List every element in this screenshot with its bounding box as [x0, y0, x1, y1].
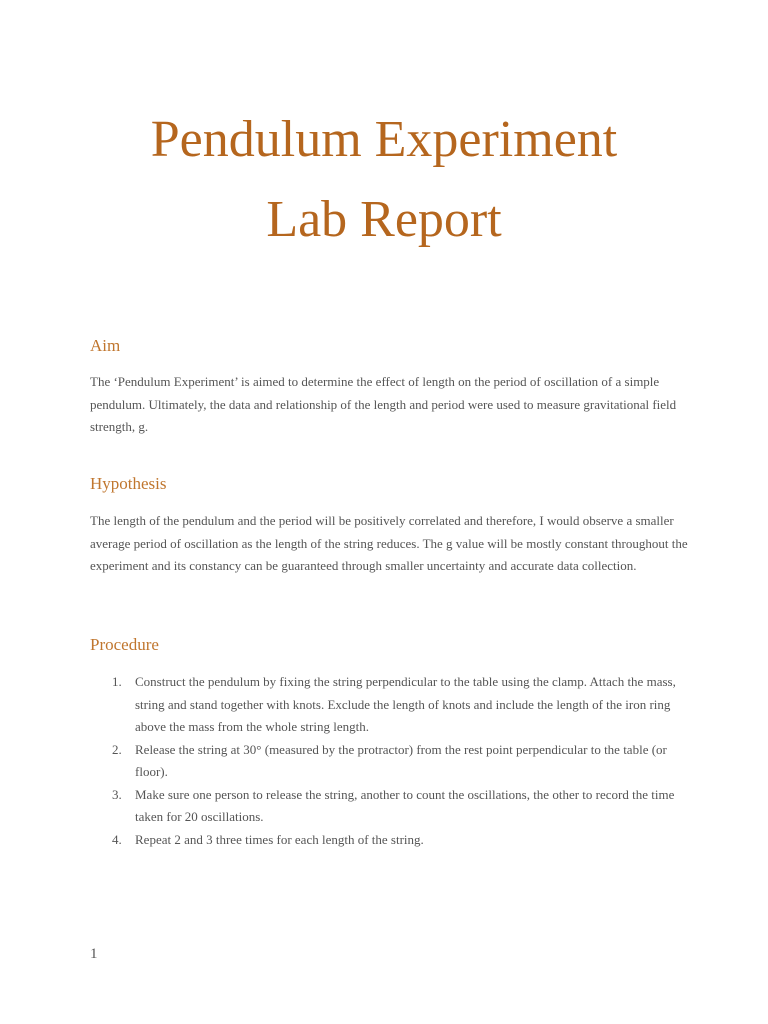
- step-text: Construct the pendulum by fixing the string perpendicular to the table using the clamp. Attach the mass, string and stand together with knots. Exclude the length of knots and include the length of the iron ring above the mass from the whole string length.: [135, 674, 676, 734]
- procedure-list: [108, 671, 688, 851]
- hypothesis-paragraph: The length of the pendulum and the period will be positively correlated and therefore, I would observe a smaller average period of oscillation as the length of the string reduces. The g value will be mostly constant throughout the experiment and its constancy can be guaranteed through smaller uncertainty and accurate data collection.: [90, 513, 688, 573]
- aim-paragraph: The ‘Pendulum Experiment’ is aimed to determine the effect of length on the period of oscillation of a simple pendulum. Ultimately, the data and relationship of the length and period were used to measure gravitational field strength, g.: [90, 374, 677, 434]
- report-title-line-1: Pendulum Experiment: [150, 111, 618, 168]
- procedure-heading: Procedure: [90, 635, 159, 654]
- report-title-line-2: Lab Report: [266, 191, 502, 248]
- aim-heading: Aim: [90, 336, 121, 355]
- step-number: 1.: [112, 674, 122, 689]
- step-number: 3.: [112, 786, 122, 802]
- procedure-step: [108, 739, 688, 784]
- step-number: 4.: [112, 831, 122, 847]
- step-text: Release the string at 30° (measured by the protractor) from the rest point perpendicular to the table (or floor).: [135, 741, 667, 779]
- procedure-step: [108, 784, 688, 829]
- procedure-step: [108, 671, 688, 739]
- page-number: 1: [90, 946, 98, 962]
- step-text: Make sure one person to release the string, another to count the oscillations, the other to record the time taken for 20 oscillations.: [135, 786, 675, 824]
- step-number: 2.: [112, 741, 122, 757]
- hypothesis-heading: Hypothesis: [90, 474, 167, 493]
- procedure-step: [108, 829, 688, 852]
- step-text: Repeat 2 and 3 three times for each length of the string.: [135, 831, 424, 847]
